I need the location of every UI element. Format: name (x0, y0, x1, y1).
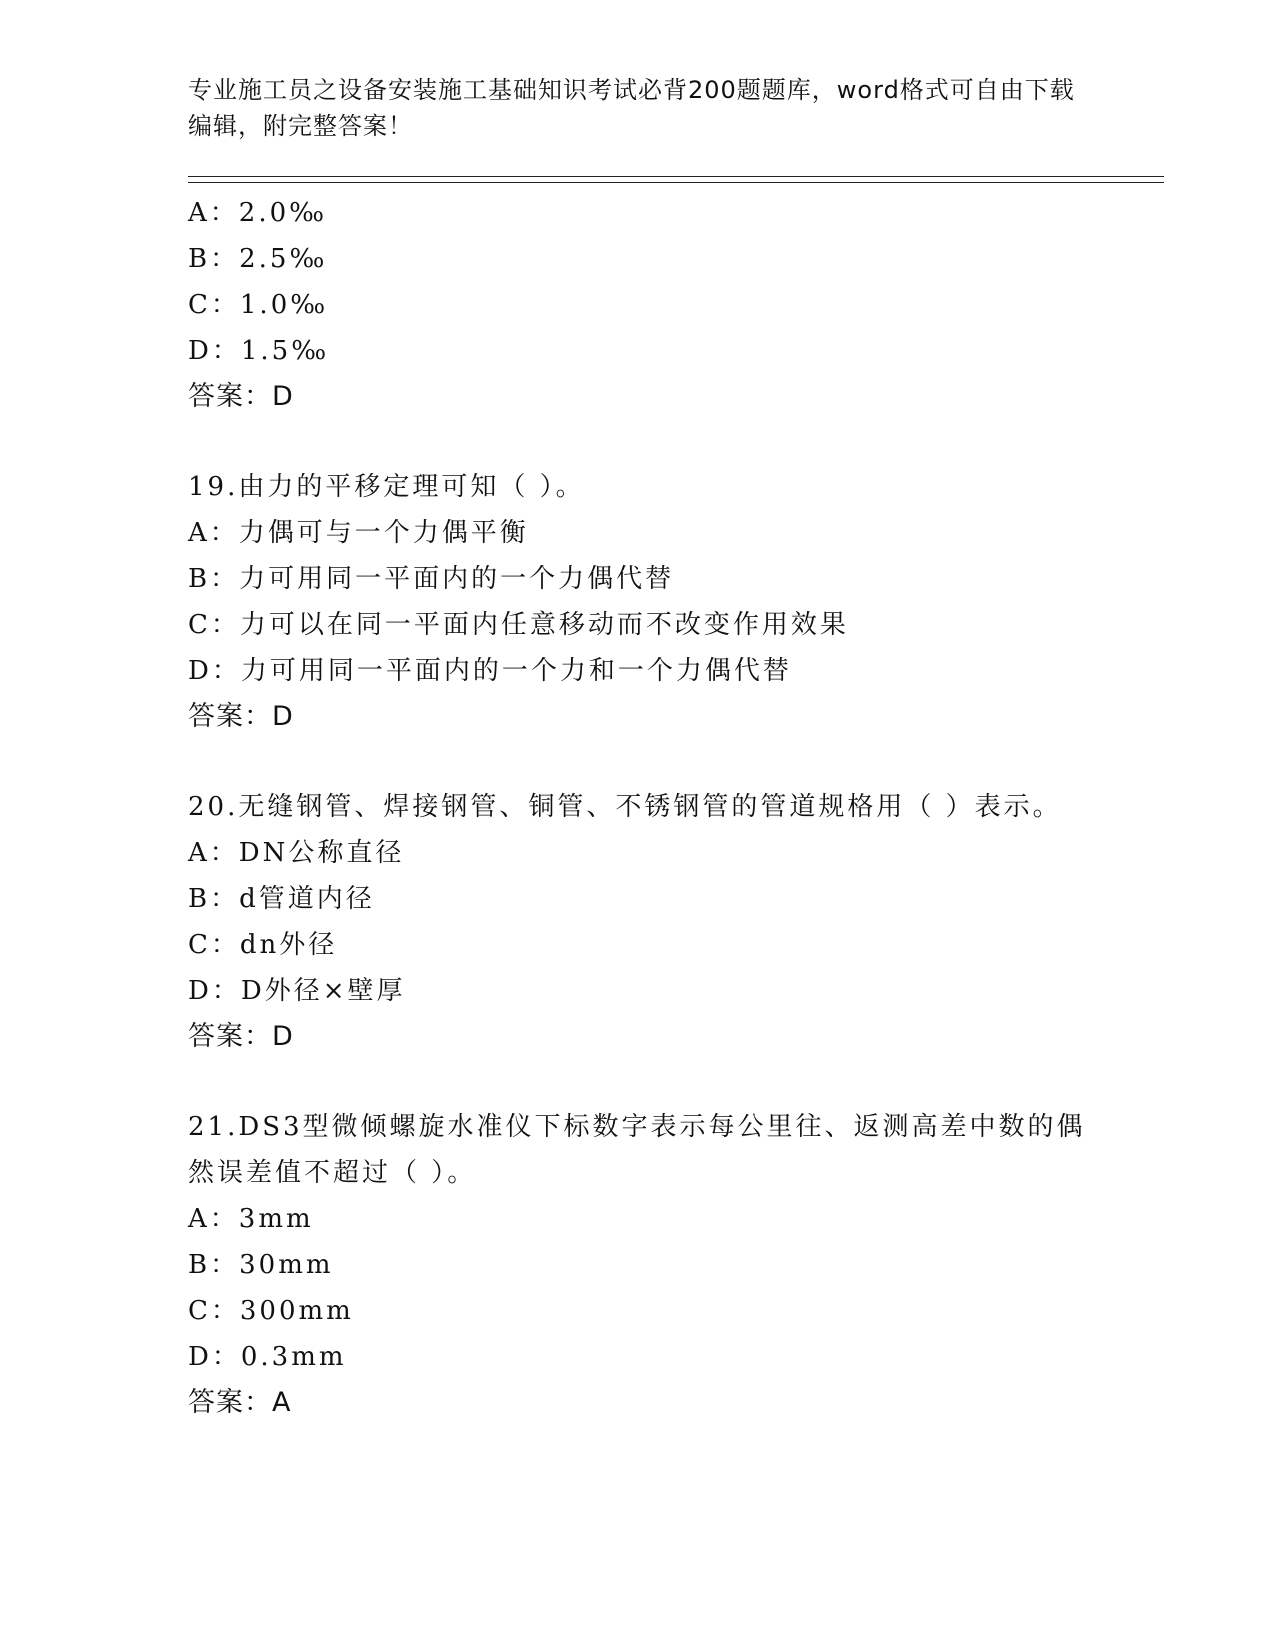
question-19 (188, 464, 1088, 740)
option-d: D：0.3mm (188, 1342, 347, 1372)
question-text: 19.由力的平移定理可知（ ）。 (188, 472, 585, 502)
header-divider-top (188, 176, 1164, 177)
question-18 (188, 190, 1088, 420)
header-line-2: 编辑，附完整答案！ (188, 112, 413, 140)
option-b: B：力可用同一平面内的一个力偶代替 (188, 564, 675, 594)
option-a: A：3mm (188, 1204, 314, 1234)
question-text: 20.无缝钢管、焊接钢管、铜管、不锈钢管的管道规格用（ ）表示。 (188, 792, 1062, 822)
option-a: A：2.0‰ (188, 198, 328, 228)
option-b: B：d管道内径 (188, 884, 375, 914)
question-text-line-2: 然误差值不超过（ ）。 (188, 1158, 477, 1188)
document-header (188, 72, 1088, 144)
option-c: C：300mm (188, 1296, 354, 1326)
question-list (188, 190, 1088, 1426)
option-c: C：dn外径 (188, 930, 338, 960)
option-c: C：力可以在同一平面内任意移动而不改变作用效果 (188, 610, 849, 640)
answer: 答案：D (188, 381, 294, 412)
answer: 答案：A (188, 1387, 292, 1418)
option-d: D：D外径×壁厚 (188, 976, 406, 1006)
option-d: D：力可用同一平面内的一个力和一个力偶代替 (188, 656, 792, 686)
header-line-1: 专业施工员之设备安装施工基础知识考试必背200题题库，word格式可自由下载 (188, 76, 1075, 104)
header-divider-bottom (188, 182, 1164, 183)
question-21 (188, 1104, 1088, 1426)
answer: 答案：D (188, 701, 294, 732)
question-20 (188, 784, 1088, 1060)
option-d: D：1.5‰ (188, 336, 330, 366)
question-text-line-1: 21.DS3型微倾螺旋水准仪下标数字表示每公里往、返测高差中数的偶 (188, 1112, 1086, 1142)
option-b: B：30mm (188, 1250, 334, 1280)
option-b: B：2.5‰ (188, 244, 328, 274)
option-a: A：力偶可与一个力偶平衡 (188, 518, 529, 548)
option-a: A：DN公称直径 (188, 838, 405, 868)
option-c: C：1.0‰ (188, 290, 329, 320)
answer: 答案：D (188, 1021, 294, 1052)
